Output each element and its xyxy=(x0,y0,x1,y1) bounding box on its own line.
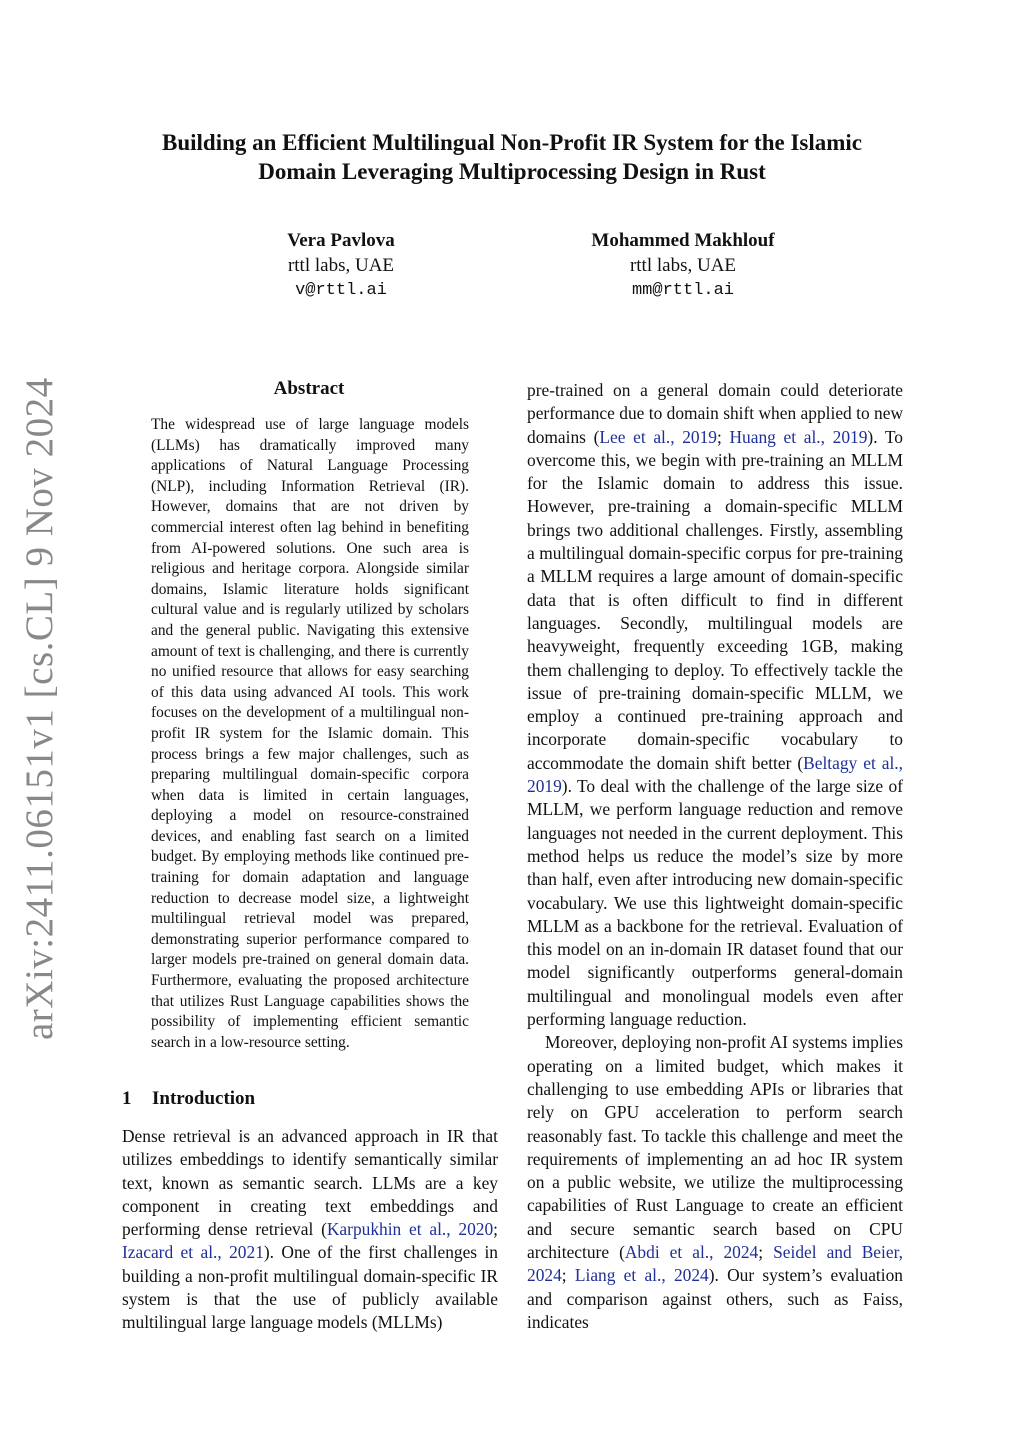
abstract-text: The widespread use of large language models (LLMs) has dramatically improved many applications of Natural Language Processing (NLP), including Information Retrieval (IR). However, domains that are not driven by commercial interest often lag behind in benefiting from AI-powered solutions. One such area is religious and heritage corpora. Alongside similar domains, Islamic literature holds significant cultural value and is regularly utilized by scholars and the general public. Navigating this extensive amount of text is challenging, and there is currently no unified resource that allows for easy searching of this data using advanced AI tools. This work focuses on the development of a multilingual non-profit IR system for the Islamic domain. This process brings a few major challenges, such as preparing multilingual domain-specific corpora when data is limited in certain languages, deploying a model on resource-constrained devices, and enabling fast search on a limited budget. By employing methods like continued pre-training for domain adaptation and language reduction to decrease model size, a lightweight multilingual retrieval model was prepared, demonstrating superior performance compared to larger models pre-trained on general domain data. Furthermore, evaluating the proposed architecture that utilizes Rust Language capabilities shows the possibility of implementing efficient semantic search in a low-resource setting. xyxy=(151,416,469,1051)
intro-text: Dense retrieval is an advanced approach in IR that utilizes embeddings to identify semantically similar text, known as semantic search. LLMs are a key component in creating text embeddings and performing dense retrieval ( xyxy=(122,1126,498,1240)
body-text: ). Our system’s evaluation and comparison against others, such as Faiss, indicates xyxy=(527,1265,903,1332)
citation-link[interactable]: Izacard et al., 2021 xyxy=(122,1242,264,1263)
citation-link[interactable]: Huang et al., 2019 xyxy=(729,426,868,447)
citation-link[interactable]: Beltagy et al., 2019 xyxy=(527,752,903,797)
citation-link[interactable]: Abdi et al., 2024 xyxy=(624,1241,759,1262)
body-text: ). To overcome this, we begin with pre-training an MLLM for the Islamic domain to address this issue. However, pre-training a domain-specific MLLM brings two additional challenges. Firstly, assembling a multilingual domain-specific corpus for pre-training a MLLM requires a large amount of domain-specific data that is often difficult to find in different languages. Secondly, multilingual models are heavyweight, frequently exceeding 1GB, making them challenging to deploy. To effectively tackle the issue of pre-training domain-specific MLLM, we employ a continued pre-training approach and incorporate domain-specific vocabulary to accommodate the domain shift better ( xyxy=(527,426,904,773)
citation-link[interactable]: Liang et al., 2024 xyxy=(574,1265,709,1286)
author-affiliation: rttl labs, UAE xyxy=(629,255,737,276)
intro-text: ; xyxy=(493,1219,498,1240)
abstract-heading: Abstract xyxy=(273,378,345,399)
citation-link[interactable]: Lee et al., 2019 xyxy=(599,426,717,447)
introduction-paragraph-left xyxy=(122,1125,498,1335)
body-text: pre-trained on a general domain could deteriorate performance due to domain shift when applied to new domains ( xyxy=(527,380,903,447)
citation-link[interactable]: Karpukhin et al., 2020 xyxy=(326,1219,494,1240)
body-text: ; xyxy=(758,1241,774,1262)
title-line-2: Domain Leveraging Multiprocessing Design in Rust xyxy=(258,159,766,184)
author-name: Mohammed Makhlouf xyxy=(591,230,775,251)
section-number: 1 xyxy=(122,1088,132,1109)
arxiv-identifier: arXiv:2411.06151v1 [cs.CL] 9 Nov 2024 xyxy=(18,377,61,1040)
right-paragraph-2 xyxy=(527,1031,903,1334)
paper-title xyxy=(120,128,904,186)
section-heading-introduction xyxy=(122,1088,502,1110)
citation-link[interactable]: Seidel and Beier, 2024 xyxy=(527,1241,904,1286)
right-column xyxy=(527,379,903,1334)
intro-text: ). One of the first challenges in building a non-profit multilingual domain-specific IR system is that the use of publicly available multilingual large language models (MLLMs) xyxy=(122,1242,498,1333)
right-paragraph-1 xyxy=(527,379,903,1031)
body-text: ; xyxy=(717,426,730,447)
author-block-1 xyxy=(171,228,511,303)
author-affiliation: rttl labs, UAE xyxy=(287,255,395,276)
author-email: v@rttl.ai xyxy=(295,281,387,300)
author-block-2 xyxy=(513,228,853,303)
author-email: mm@rttl.ai xyxy=(631,281,735,300)
title-line-1: Building an Efficient Multilingual Non-Profit IR System for the Islamic xyxy=(161,130,863,155)
body-text: Moreover, deploying non-profit AI systems implies operating on a limited budget, which makes it challenging to use embedding APIs or libraries that rely on GPU acceleration to perform search reasonably fast. To tackle this challenge and meet the requirements of implementing an ad hoc IR system on a public website, we utilize the multiprocessing capabilities of Rust Language to create an efficient and secure semantic search based on CPU architecture ( xyxy=(527,1032,903,1262)
section-title: Introduction xyxy=(152,1088,256,1109)
body-text: ). To deal with the challenge of the large size of MLLM, we perform language reduction and remove languages not needed in the current deployment. This method helps us reduce the model’s size by more than half, even after introducing new domain-specific vocabulary. We use this lightweight domain-specific MLLM as a backbone for the retrieval. Evaluation of this model on an in-domain IR dataset found that our model significantly outperforms general-domain multilingual and monolingual models even after performing language reduction. xyxy=(527,776,903,1030)
author-name: Vera Pavlova xyxy=(287,230,395,251)
body-text: ; xyxy=(561,1265,575,1286)
